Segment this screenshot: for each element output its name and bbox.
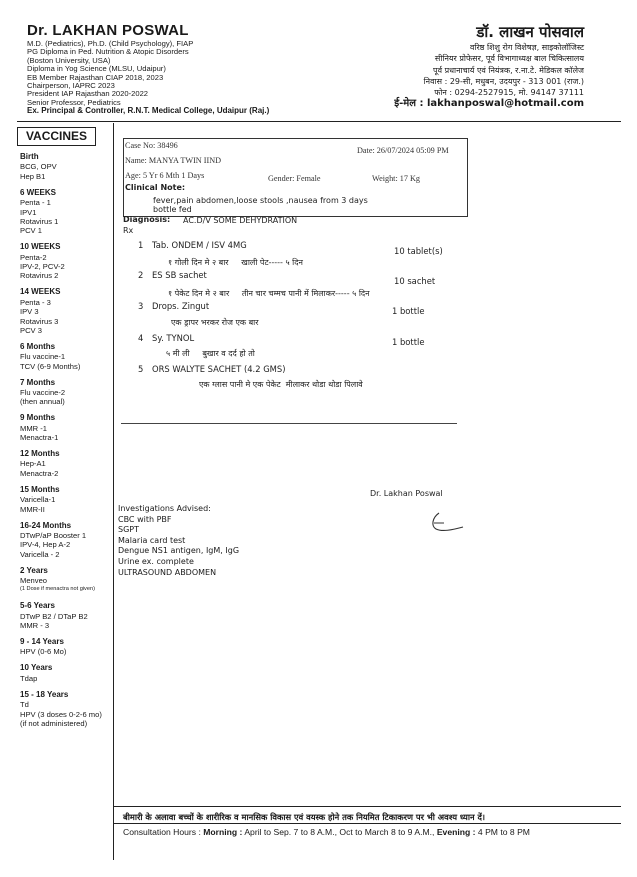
hindi-line: पूर्व प्रधानाचार्य एवं नियंत्रक, र.ना.टे. मेडिकल कॉलेज [433, 65, 584, 75]
footer-divider-top [113, 806, 621, 807]
investigation-item: CBC with PBF [118, 514, 172, 524]
vaccine-item: Penta - 3 [20, 297, 51, 307]
investigation-item: SGPT [118, 525, 139, 535]
investigations-label: Investigations Advised: [118, 504, 211, 513]
medicine-number: 1 [138, 240, 144, 250]
rx-end-divider [121, 423, 457, 424]
vaccine-item: Tdap [20, 673, 38, 683]
vaccine-group-title: 10 WEEKS [20, 242, 61, 252]
vaccine-item: IPV-2, PCV-2 [20, 262, 65, 272]
medicine-instructions: एक ग्लास पानी मे एक पेकेट मीलाकर थोडा थोडा पिलावे [199, 380, 363, 389]
investigation-item: Dengue NS1 antigen, IgM, IgG [118, 546, 240, 556]
vaccine-item: Hep B1 [20, 171, 46, 181]
clinical-note-line: fever,pain abdomen,loose stools ,nausea from 3 days [153, 196, 368, 205]
vaccine-item: Varicella-1 [20, 495, 56, 505]
vaccine-group-title: 15 - 18 Years [20, 689, 69, 699]
vaccine-item: Rotavirus 2 [20, 271, 59, 281]
vaccine-item: PCV 1 [20, 226, 42, 236]
vaccine-group [20, 521, 114, 560]
footer-divider-bottom [113, 823, 621, 824]
vaccine-note: (1 Dose if menactra not given) [20, 586, 95, 593]
vaccine-item: HPV (0-6 Mo) [20, 647, 67, 657]
qualification-line: President IAP Rajasthan 2020-2022 [27, 89, 149, 99]
vaccine-item: Menveo [20, 576, 48, 586]
medicine-number: 2 [138, 270, 144, 280]
vaccine-group-title: 5-6 Years [20, 601, 55, 611]
doctor-position: Ex. Principal & Controller, R.N.T. Medical College, Udaipur (Raj.) [27, 106, 270, 116]
medicine-quantity: 10 tablet(s) [394, 246, 443, 256]
vaccine-group [20, 637, 114, 657]
vaccine-group [20, 690, 114, 729]
morning-label: Morning : [203, 827, 243, 837]
medicine-name: ORS WALYTE SACHET (4.2 GMS) [152, 364, 286, 374]
patient-gender: Gender: Female [268, 174, 321, 183]
consultation-hours [123, 827, 530, 837]
vaccine-item: BCG, OPV [20, 162, 57, 172]
vaccine-schedule [20, 152, 114, 735]
qualification-line: PG Diploma in Ped. Nutrition & Atopic Disorders [27, 47, 189, 57]
medicine-instructions: १ पेकेट दिन मे २ बार तीन चार चम्मच पानी में मिलाकर----- ५ दिन [168, 289, 370, 298]
vaccine-item: TCV (6-9 Months) [20, 361, 81, 371]
medicine-quantity: 1 bottle [392, 337, 425, 347]
vaccine-item: Menactra-2 [20, 468, 59, 478]
hindi-line: सीनियर प्रोफेसर, पूर्व विभागाध्यक्ष बाल चिकित्सालय [434, 54, 584, 64]
vaccine-group [20, 449, 114, 478]
vaccine-group [20, 242, 114, 281]
investigations [118, 504, 239, 578]
vaccine-group-title: 14 WEEKS [20, 287, 61, 297]
hindi-line: वरिष्ठ शिशु रोग विशेषज्ञ, साइकोलॉजिस्ट [469, 43, 584, 52]
doctor-hindi-name: डॉ. लाखन पोसवाल [476, 23, 584, 41]
case-number: Case No: 38496 [125, 141, 178, 150]
vaccine-item: Rotavirus 1 [20, 216, 59, 226]
vaccine-group [20, 378, 114, 407]
vaccine-item: Hep-A1 [20, 459, 46, 469]
doctor-qualifications [27, 40, 269, 116]
qualification-line: (Boston University, USA) [27, 55, 111, 65]
vaccine-group-title: 9 Months [20, 413, 56, 423]
vaccine-group-title: 12 Months [20, 449, 60, 459]
vaccine-group-title: 6 Months [20, 341, 56, 351]
vaccine-group-title: Birth [20, 152, 39, 161]
vaccine-item: Flu vaccine-1 [20, 352, 66, 362]
vaccine-item: MMR - 3 [20, 621, 50, 631]
diagnosis-value: AC.D/V SOME DEHYDRATION [183, 216, 298, 225]
vaccine-group-title: 2 Years [20, 565, 48, 575]
vaccine-item: (if not administered) [20, 718, 88, 728]
vaccine-group [20, 485, 114, 514]
patient-age: Age: 5 Yr 6 Mth 1 Days [125, 171, 205, 180]
vaccine-group [20, 188, 114, 236]
doctor-hindi-details [394, 42, 584, 110]
consult-label: Consultation Hours : [123, 827, 201, 837]
vaccine-group-title: 6 WEEKS [20, 187, 57, 197]
vaccine-item: Penta - 1 [20, 198, 51, 208]
medicine-instructions: ५ मी ली बुखार व दर्द हो तो [166, 349, 255, 358]
vaccine-group-title: 15 Months [20, 484, 60, 494]
signature-mark [430, 510, 466, 536]
investigation-item: ULTRASOUND ABDOMEN [118, 567, 217, 577]
qualification-line: Diploma in Yog Science (MLSU, Udaipur) [27, 64, 166, 74]
vaccines-title: VACCINES [17, 127, 96, 146]
visit-date: Date: 26/07/2024 05:09 PM [357, 146, 449, 155]
qualification-line: Chairperson, IAPRC 2023 [27, 81, 115, 91]
hindi-line: निवास : 29-सी, मधुबन, उदयपुर - 313 001 (राज.) [423, 76, 584, 86]
signature-name: Dr. Lakhan Poswal [370, 489, 443, 498]
vaccine-item: MMR -1 [20, 423, 47, 433]
medicine-name: ES SB sachet [152, 270, 207, 280]
vaccine-group [20, 152, 114, 181]
vaccine-item: DTwP/aP Booster 1 [20, 530, 87, 540]
clinical-note-line: bottle fed [153, 205, 192, 214]
medicine-quantity: 10 sachet [394, 276, 436, 286]
vaccine-group [20, 601, 114, 630]
vaccine-group [20, 663, 114, 683]
vaccine-item: Menactra-1 [20, 433, 59, 443]
medicine-quantity: 1 bottle [392, 306, 425, 316]
vaccine-group [20, 287, 114, 335]
vaccine-item: Flu vaccine-2 [20, 388, 66, 398]
qualification-line: M.D. (Pediatrics), Ph.D. (Child Psychology), FIAP [27, 39, 194, 48]
investigation-item: Malaria card test [118, 535, 186, 545]
medicine-instructions: एक ड्रापर भरकर रोज एक बार [171, 318, 259, 327]
vaccine-group-title: 10 Years [20, 663, 53, 673]
evening-label: Evening : [436, 827, 476, 837]
vaccine-item: Rotavirus 3 [20, 316, 59, 326]
vaccine-item: DTwP B2 / DTaP B2 [20, 611, 88, 621]
diagnosis-label: Diagnosis: [123, 215, 171, 224]
clinical-note-label: Clinical Note: [125, 183, 186, 192]
vaccine-item: Varicella - 2 [20, 549, 60, 559]
vaccine-item: IPV 3 [20, 307, 39, 317]
vaccine-item: (then annual) [20, 397, 65, 407]
vaccine-item: PCV 3 [20, 326, 42, 335]
vaccine-item: MMR-II [20, 504, 45, 514]
medicine-name: Sy. TYNOL [152, 333, 195, 343]
patient-name: Name: MANYA TWIN IIND [125, 156, 222, 165]
vaccine-group-title: 9 - 14 Years [20, 637, 64, 647]
evening-hours: 4 PM to 8 PM [477, 827, 530, 837]
medicine-name: Drops. Zingut [152, 301, 210, 311]
medicine-name: Tab. ONDEM / ISV 4MG [152, 240, 247, 250]
patient-weight: Weight: 17 Kg [372, 174, 421, 183]
vaccine-item: HPV (3 doses 0-2-6 mo) [20, 709, 102, 719]
vaccine-group-title: 16-24 Months [20, 520, 72, 530]
qualification-line: Senior Professor, Pediatrics [27, 97, 121, 107]
doctor-name: Dr. LAKHAN POSWAL [27, 22, 189, 39]
vaccine-group [20, 413, 114, 442]
medicine-number: 5 [138, 364, 144, 374]
vaccine-group [20, 566, 114, 595]
medicine-number: 3 [138, 301, 144, 311]
medicine-number: 4 [138, 333, 144, 343]
rx-symbol: Rx [123, 226, 134, 235]
hindi-line: फोन : 0294-2527915, मो. 94147 37111 [434, 88, 584, 98]
footer-hindi-note: बीमारी के अलावा बच्चों के शारीरिक व मानसिक विकास एवं वयस्क होने तक नियमित टिकाकरण पर भी अवश्य ध्यान दें। [123, 812, 486, 822]
medicine-instructions: १ गोली दिन मे २ बार खाली पेट----- ५ दिन [168, 258, 303, 267]
vaccine-item: IPV-4, Hep A-2 [20, 540, 71, 550]
morning-hours: April to Sep. 7 to 8 A.M., Oct to March 8 to 9 A.M., [244, 827, 435, 837]
vaccine-item: Penta-2 [20, 252, 47, 262]
vaccine-group [20, 342, 114, 371]
doctor-email: ई-मेल : lakhanposwal@hotmail.com [394, 98, 584, 110]
qualification-line: EB Member Rajasthan CIAP 2018, 2023 [27, 72, 164, 82]
investigation-item: Urine ex. complete [118, 556, 194, 566]
vaccine-group-title: 7 Months [20, 377, 56, 387]
vaccine-item: Td [20, 700, 29, 710]
vaccine-item: IPV1 [20, 207, 37, 217]
header-divider [17, 121, 621, 122]
